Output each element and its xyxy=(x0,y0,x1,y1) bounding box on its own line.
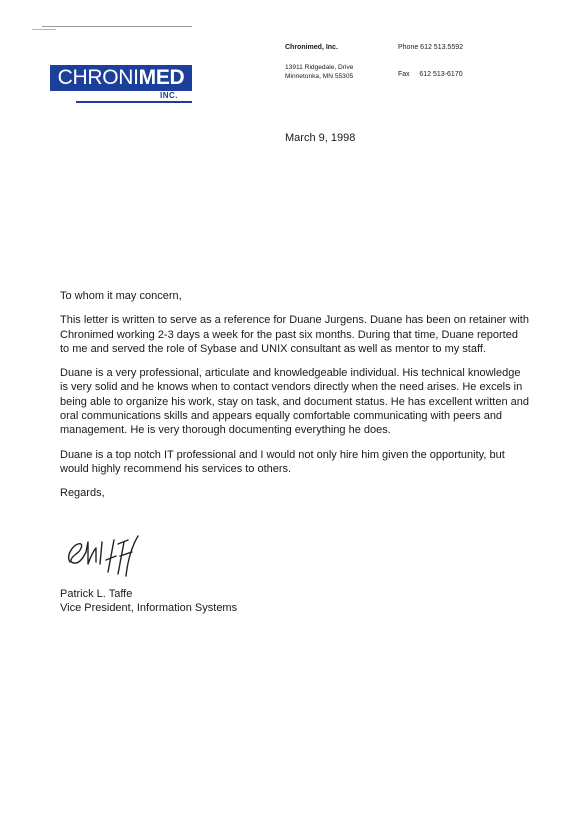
company-logo xyxy=(50,65,192,91)
company-phone: Phone 612 513.5592 xyxy=(398,44,464,51)
paragraph-2: Duane is a very professional, articulate and knowledgeable individual. His technical knowledge is very solid and he knows when to contact vendors directly when the need arises. He excels in being able to organize his work, stay on task, and document status. He has excellent written and oral communications skills and appears equally comfortable communicating with peers and management. He is very thorough documenting everything he does. xyxy=(60,367,529,437)
signer-name: Patrick L. Taffe xyxy=(60,588,133,600)
logo-inc: INC. xyxy=(160,91,178,100)
company-address xyxy=(285,63,353,81)
header-rule-short xyxy=(32,29,56,30)
closing: Regards, xyxy=(60,487,105,500)
letter-body xyxy=(60,289,530,511)
signature-block xyxy=(60,587,237,615)
paragraph-3: Duane is a top notch IT professional and I would not only hire him given the opportunity, but would highly recommend his services to others. xyxy=(60,448,505,475)
header-rule xyxy=(42,26,192,27)
address-line-1: 13911 Ridgedale, Drive xyxy=(285,64,354,71)
logo-text-left: CHRONI xyxy=(57,66,139,89)
company-name: Chronimed, Inc. xyxy=(285,44,338,51)
company-fax: Fax 612 513-6170 xyxy=(398,71,463,78)
letter-date: March 9, 1998 xyxy=(285,132,356,144)
salutation: To whom it may concern, xyxy=(60,290,182,302)
logo-underline xyxy=(76,101,192,103)
signer-title: Vice President, Information Systems xyxy=(60,602,238,614)
paragraph-1: This letter is written to serve as a reference for Duane Jurgens. Duane has been on retainer with Chronimed working 2-3 days a week for the past six months. During that time, Duane reported to me and served the role of Sybase and UNIX consultant as well as mentor to my staff. xyxy=(60,314,529,355)
logo-text-right: MED xyxy=(138,66,185,89)
address-line-2: Minnetonka, MN 55305 xyxy=(285,73,354,80)
handwritten-signature xyxy=(58,532,158,578)
